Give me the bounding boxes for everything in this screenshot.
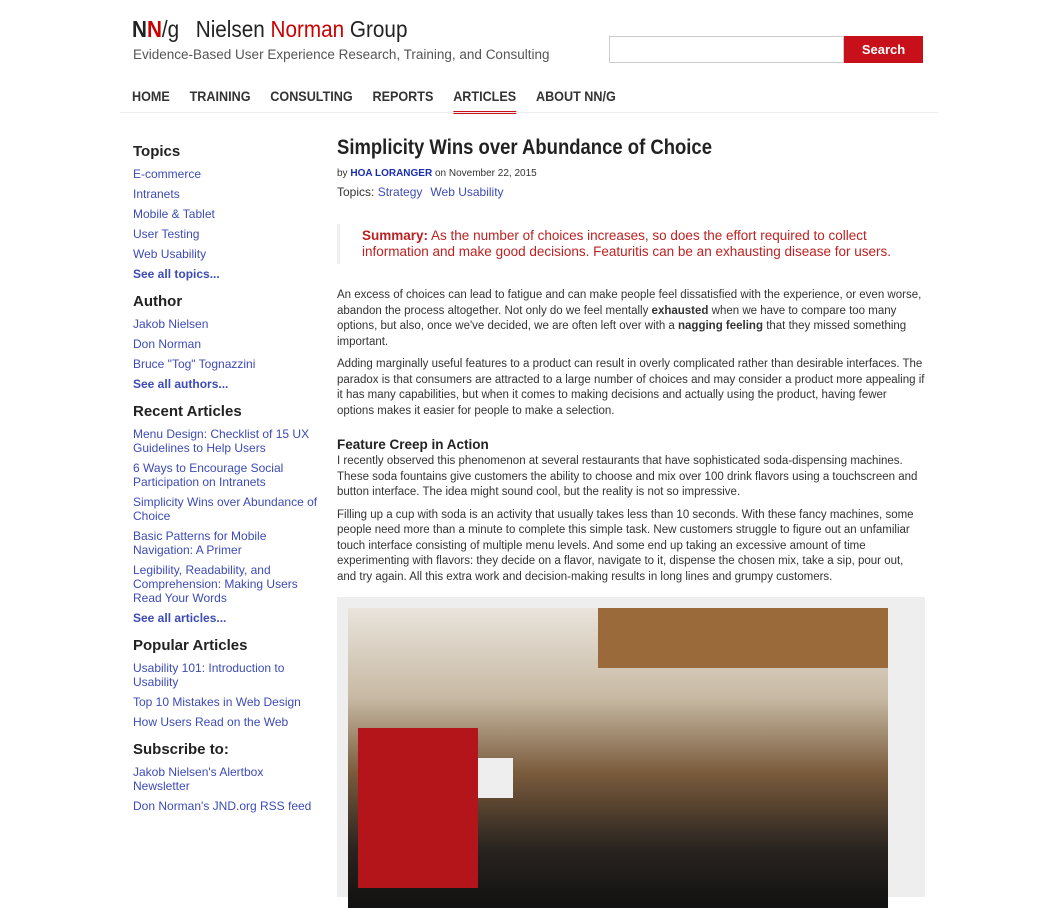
topic-link[interactable]: Intranets: [133, 187, 180, 201]
topic-link[interactable]: User Testing: [133, 227, 200, 241]
topic-link[interactable]: Web Usability: [133, 247, 207, 261]
subscribe-heading: Subscribe to:: [133, 741, 229, 758]
see-all-authors[interactable]: See all authors...: [133, 377, 229, 391]
search-form: [609, 36, 923, 63]
section-heading: Feature Creep in Action: [337, 437, 489, 452]
nav-training[interactable]: TRAINING: [189, 88, 251, 104]
logo-n2: N: [146, 16, 162, 42]
see-all-topics[interactable]: See all topics...: [133, 267, 220, 281]
popular-heading: Popular Articles: [133, 637, 248, 654]
recent-article-link[interactable]: Menu Design: Checklist of 15 UX Guidelines to Help Users: [133, 427, 310, 455]
byline: [337, 168, 925, 179]
nav-home[interactable]: HOME: [132, 88, 170, 104]
logo-g: /g: [161, 16, 180, 42]
article-title: Simplicity Wins over Abundance of Choice: [337, 136, 712, 159]
nav-about[interactable]: ABOUT NN/G: [535, 88, 616, 104]
soda-fountain-photo: [348, 608, 888, 908]
author-heading: Author: [133, 293, 183, 310]
popular-article-link[interactable]: Usability 101: Introduction to Usability: [133, 661, 285, 689]
figure: [337, 597, 925, 897]
topics-label: Topics:: [337, 185, 375, 199]
topic-link[interactable]: Mobile & Tablet: [133, 207, 215, 221]
paragraph: An excess of choices can lead to fatigue and can make people feel dissatisfied with the experience, or even worse, abandon the process altogether. Not only do we feel mentally exhausted when we have to compare too many options, but also, once we've decided, we are often left over with a nagging feeling that they missed something important.: [337, 289, 922, 348]
author-link[interactable]: HOA LORANGER: [350, 168, 433, 179]
popular-article-link[interactable]: How Users Read on the Web: [133, 715, 289, 729]
logo-n1: N: [132, 16, 147, 42]
article-topics: [337, 185, 925, 199]
topic-tag[interactable]: Web Usability: [430, 185, 504, 199]
summary: [337, 224, 925, 264]
main-nav: [132, 88, 616, 114]
summary-text: As the number of choices increases, so does the effort required to collect information and make good decisions. Featuritis can be an exhausting disease for users.: [362, 228, 892, 259]
author-link[interactable]: Bruce "Tog" Tognazzini: [133, 357, 256, 371]
brand-word-1: Nielsen: [195, 16, 265, 42]
recent-article-link[interactable]: 6 Ways to Encourage Social Participation on Intranets: [133, 461, 284, 489]
topic-link[interactable]: E-commerce: [133, 167, 202, 181]
popular-article-link[interactable]: Top 10 Mistakes in Web Design: [133, 695, 301, 709]
see-all-articles[interactable]: See all articles...: [133, 611, 227, 625]
recent-article-link[interactable]: Simplicity Wins over Abundance of Choice: [133, 495, 318, 523]
paragraph: Adding marginally useful features to a product can result in overly complicated rather than desirable interfaces. The paradox is that consumers are attracted to a large number of choices and may consider a product more appealing if it has many capabilities, but when it comes to making decisions and actually using the product, having fewer options makes it easier for people to make a selection.: [337, 358, 925, 417]
search-button[interactable]: Search: [844, 36, 923, 63]
article: [337, 136, 925, 897]
nav-consulting[interactable]: CONSULTING: [270, 88, 353, 104]
paragraph: I recently observed this phenomenon at several restaurants that have sophisticated soda-dispensing machines. These soda fountains give customers the ability to choose and mix over 100 drink flavors using a touchscreen and button interface. The idea might sound cool, but the reality is not so impressive.: [337, 455, 918, 498]
author-link[interactable]: Don Norman: [133, 337, 202, 351]
tagline: Evidence-Based User Experience Research, Training, and Consulting: [133, 47, 550, 62]
paragraph: Filling up a cup with soda is an activity that usually takes less than 10 seconds. With these fancy machines, some people need more than a minute to complete this simple task. New customers struggle to figure out an unfamiliar touch interface consisting of multiple menu levels. And some end up taking an excessive amount of time experimenting with flavors: they decide on a flavor, navigate to it, dispense the chosen mix, take a sip, pour out, and try again. All this extra work and decision-making results in long lines and grumpy customers.: [337, 508, 914, 583]
nav-reports[interactable]: REPORTS: [372, 88, 434, 104]
header-divider: [120, 112, 938, 113]
author-link[interactable]: Jakob Nielsen: [133, 317, 209, 331]
search-input[interactable]: [609, 36, 844, 63]
by-label: by: [337, 168, 348, 179]
brand-word-3: Group: [349, 16, 408, 42]
recent-heading: Recent Articles: [133, 403, 242, 420]
sidebar: [133, 145, 323, 819]
summary-label: Summary:: [362, 228, 429, 243]
topics-heading: Topics: [133, 143, 181, 160]
recent-article-link[interactable]: Basic Patterns for Mobile Navigation: A Primer: [133, 529, 267, 557]
article-date: on November 22, 2015: [434, 168, 537, 179]
topic-tag[interactable]: Strategy: [377, 185, 423, 199]
site-logo[interactable]: [132, 16, 407, 43]
recent-article-link[interactable]: Legibility, Readability, and Comprehension: Making Users Read Your Words: [133, 563, 298, 605]
subscribe-link[interactable]: Jakob Nielsen's Alertbox Newsletter: [133, 765, 264, 793]
nav-articles[interactable]: ARTICLES: [453, 88, 516, 114]
subscribe-link[interactable]: Don Norman's JND.org RSS feed: [133, 799, 312, 813]
brand-word-2: Norman: [270, 16, 345, 42]
